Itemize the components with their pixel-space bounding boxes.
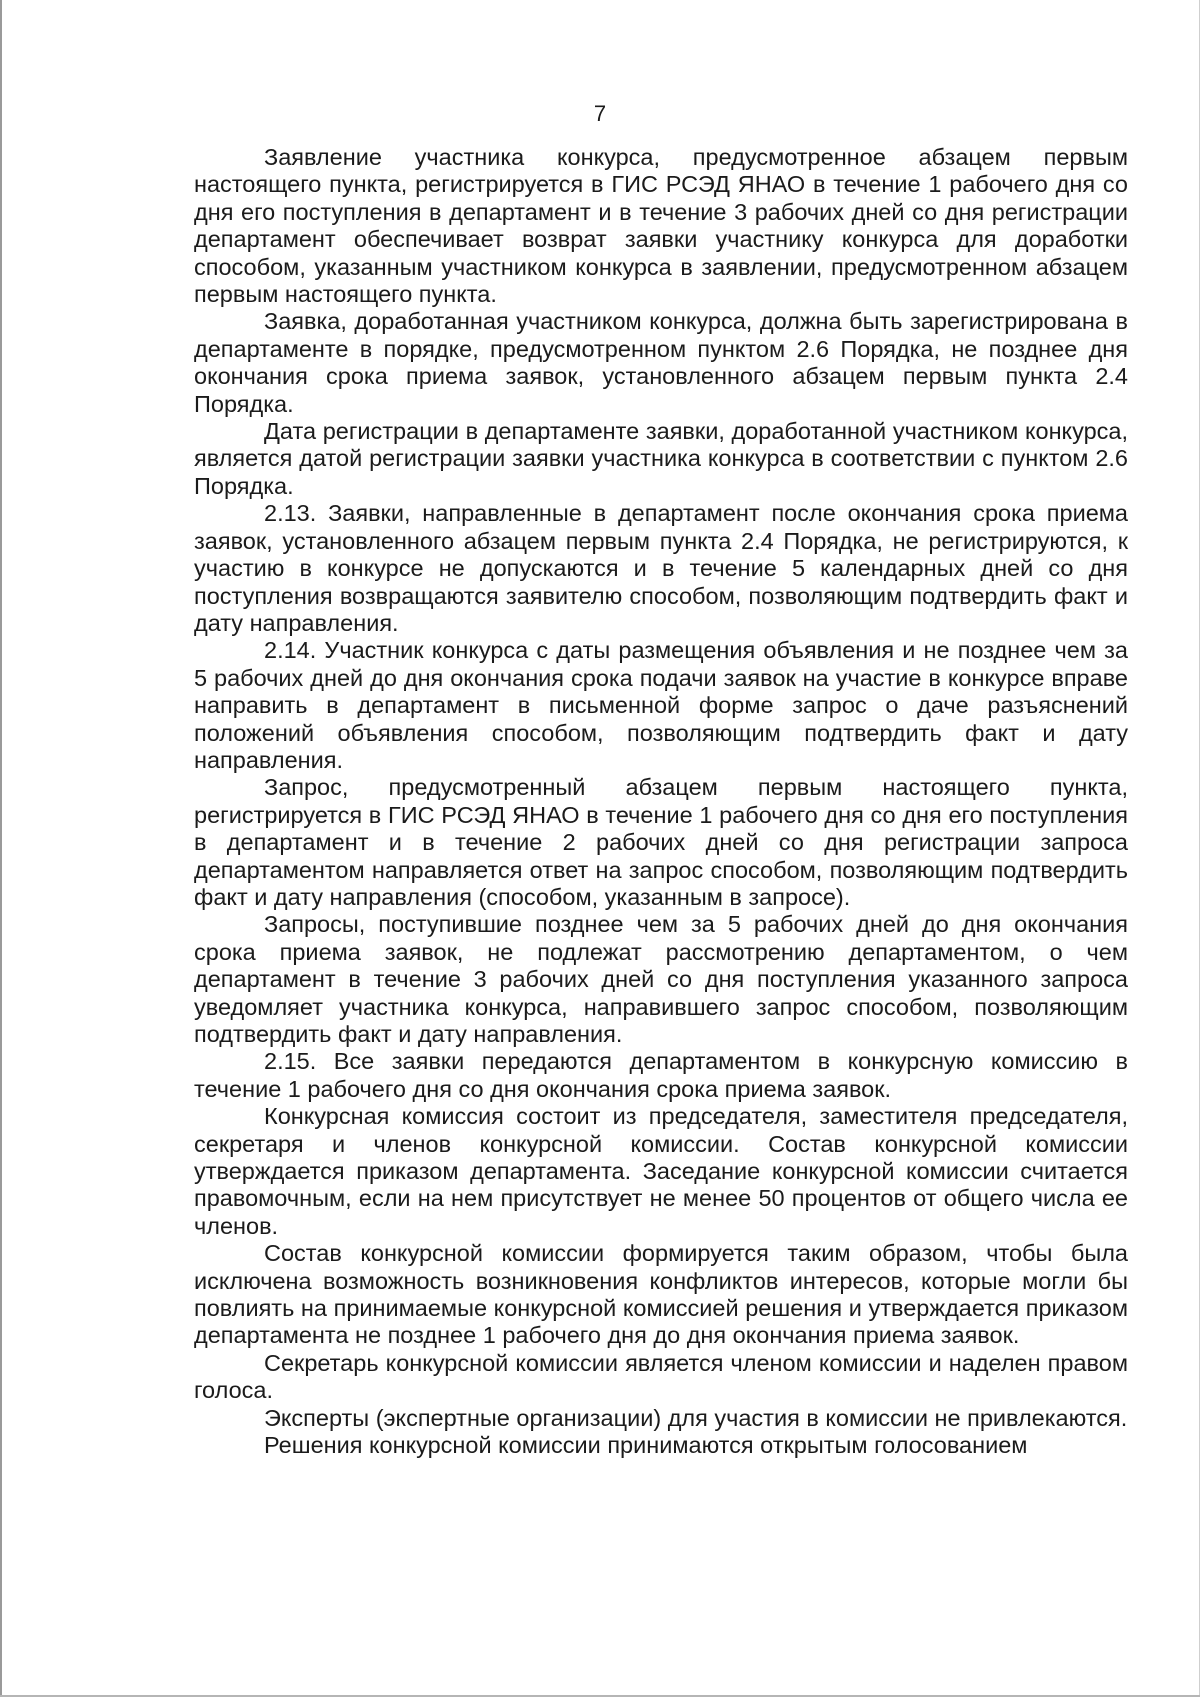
- paragraph-revised-application: Заявка, доработанная участником конкурса, должна быть зарегистрирована в департаменте в порядке, предусмотренном пунктом 2.6 Порядка, не позднее дня окончания срока приема заявок, установленного абзацем первым пункта 2.4 Порядка.: [194, 308, 1128, 417]
- paragraph-registration-date: Дата регистрации в департаменте заявки, доработанной участником конкурса, является датой регистрации заявки участника конкурса в соответствии с пунктом 2.6 Порядка.: [194, 418, 1128, 499]
- paragraph-experts: Эксперты (экспертные организации) для участия в комиссии не привлекаются.: [264, 1404, 1128, 1431]
- paragraph-2-13: 2.13. Заявки, направленные в департамент после окончания срока приема заявок, установленного абзацем первым пункта 2.4 Порядка, не регистрируются, к участию в конкурсе не допускаются и в течение 5 календарных дней со дня поступления возвращаются заявителю способом, позволяющим подтвердить факт и дату направления.: [194, 500, 1128, 636]
- paragraph-request-registration: Запрос, предусмотренный абзацем первым настоящего пункта, регистрируется в ГИС РСЭД ЯНАО в течение 1 рабочего дня со дня его поступления в департамент и в течение 2 рабочих дней со дня регистрации запроса департаментом направляется ответ на запрос способом, позволяющим подтвердить факт и дату направления (способом, указанным в запросе).: [194, 774, 1128, 910]
- paragraph-2-15: 2.15. Все заявки передаются департаментом в конкурсную комиссию в течение 1 рабочего дня со дня окончания срока приема заявок.: [194, 1048, 1128, 1102]
- scan-edge-left: [0, 0, 2, 1697]
- paragraph-applicant-statement: Заявление участника конкурса, предусмотренное абзацем первым настоящего пункта, регистрируется в ГИС РСЭД ЯНАО в течение 1 рабочего дня со дня его поступления в департамент и в течение 3 рабочих дней со дня регистрации департамент обеспечивает возврат заявки участнику конкурса для доработки способом, указанным участником конкурса в заявлении, предусмотренном абзацем первым настоящего пункта.: [194, 144, 1128, 308]
- paragraph-conflict-of-interest: Состав конкурсной комиссии формируется таким образом, чтобы была исключена возможность возникновения конфликтов интересов, которые могли бы повлиять на принимаемые конкурсной комиссией решения и утверждается приказом департамента не позднее 1 рабочего дня до дня окончания приема заявок.: [194, 1240, 1128, 1349]
- document-body: [194, 144, 1128, 1460]
- page-number: 7: [593, 101, 607, 126]
- paragraph-secretary: Секретарь конкурсной комиссии является членом комиссии и наделен правом голоса.: [194, 1349, 1128, 1404]
- paragraph-commission-composition: Конкурсная комиссия состоит из председателя, заместителя председателя, секретаря и членов конкурсной комиссии. Состав конкурсной комиссии утверждается приказом департамента. Заседание конкурсной комиссии считается правомочным, если на нем присутствует не менее 50 процентов от общего числа ее членов.: [194, 1103, 1128, 1239]
- paragraph-late-requests: Запросы, поступившие позднее чем за 5 рабочих дней до дня окончания срока приема заявок, не подлежат рассмотрению департаментом, о чем департамент в течение 3 рабочих дней со дня поступления указанного запроса уведомляет участника конкурса, направившего запрос способом, позволяющим подтвердить факт и дату направления.: [194, 911, 1128, 1047]
- paragraph-2-14: 2.14. Участник конкурса с даты размещения объявления и не позднее чем за 5 рабочих дней до дня окончания срока подачи заявок на участие в конкурсе вправе направить в департамент в письменной форме запрос о даче разъяснений положений объявления способом, позволяющим подтвердить факт и дату направления.: [194, 637, 1128, 773]
- paragraph-decisions: Решения конкурсной комиссии принимаются открытым голосованием: [264, 1432, 1028, 1459]
